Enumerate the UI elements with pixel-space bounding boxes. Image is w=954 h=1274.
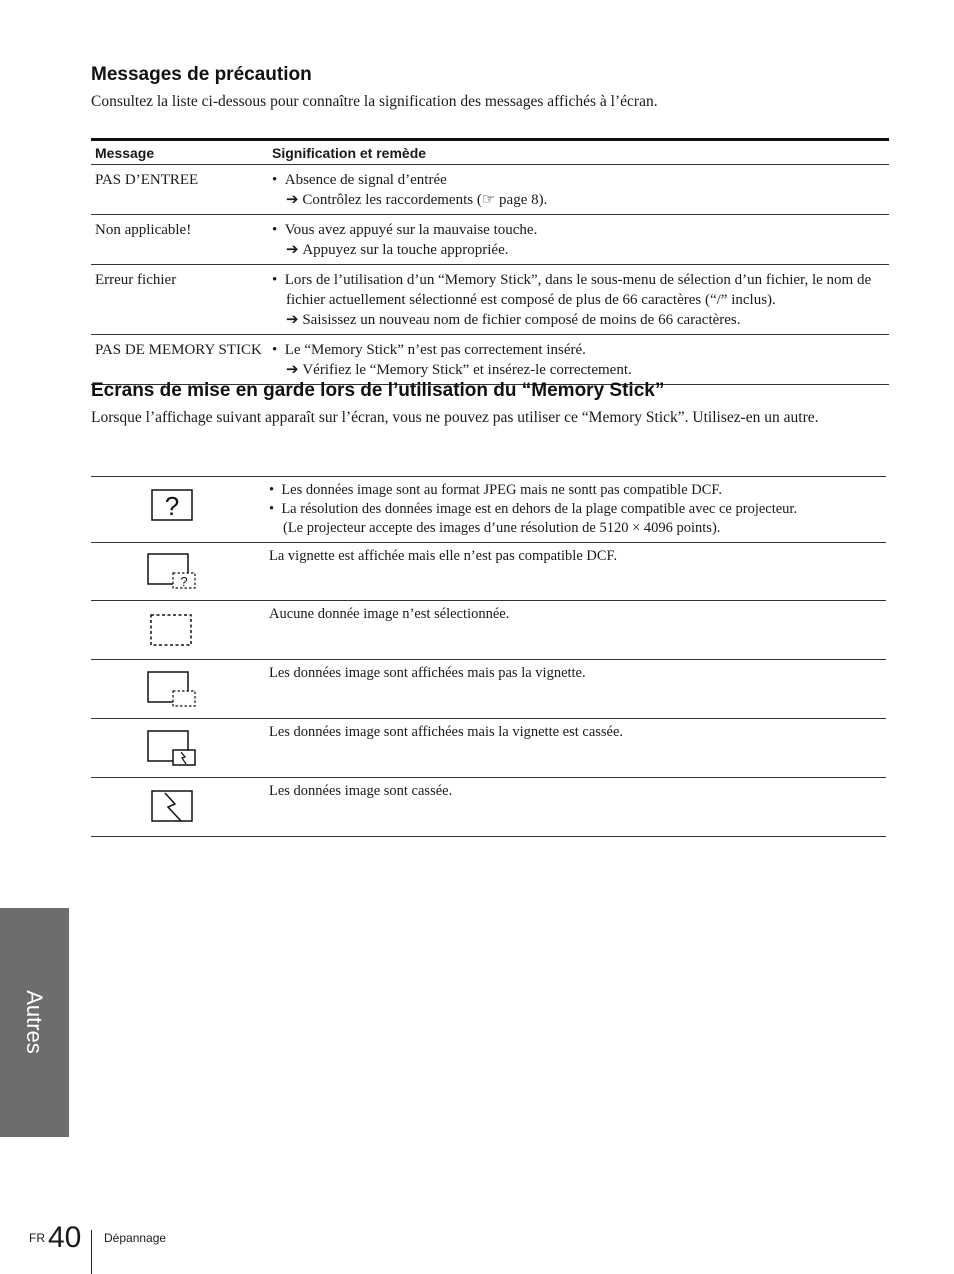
table-row [91,660,886,719]
meaning-bullet: • Vous avez appuyé sur la mauvaise touche. [272,222,538,238]
footer-lang: FR [29,1231,45,1245]
message-cell: Erreur fichier [91,265,268,335]
description-cell: Aucune donnée image n’est sélectionnée. [265,601,886,660]
description-note: (Le projecteur accepte des images d’une résolution de 5120 × 4096 points). [283,520,721,536]
remedy-line: ➔ Appuyez sur la touche appropriée. [286,242,509,258]
warning-screens-table [91,476,886,837]
description-bullet: • La résolution des données image est en dehors de la plage compatible avec ce projecteur. [269,501,798,517]
dashed-box-icon [149,613,195,647]
arrow-right-icon: ➔ [286,312,299,328]
meaning-bullet: • Le “Memory Stick” n’est pas correctement inséré. [272,342,586,358]
footer-section-name: Dépannage [104,1231,167,1245]
meaning-cell [268,265,889,335]
description-bullet: • Les données image sont au format JPEG mais ne sontt pas compatible DCF. [269,482,722,498]
section-title-precaution: Messages de précaution [91,64,312,85]
icon-cell [91,543,265,601]
meaning-bullet: • Lors de l’utilisation d’un “Memory Stick”, dans le sous-menu de sélection d’un fichier, le nom de fichier actuellement sélectionné est composé de plus de 66 caractères (“/” inclus). [272,272,872,308]
side-tab-label: Autres [22,990,47,1054]
remedy-line: ➔ Vérifiez le “Memory Stick” et insérez-le correctement. [286,362,632,378]
table-row [91,601,886,660]
broken-image-icon [151,790,195,824]
section-title-memory-stick: Ecrans de mise en garde lors de l’utilisation du “Memory Stick” [91,380,665,401]
arrow-right-icon: ➔ [286,242,299,258]
memory-stick-intro: Lorsque l’affichage suivant apparaît sur l’écran, vous ne pouvez pas utiliser ce “Memory Stick”. Utilisez-en un autre. [91,409,819,426]
icon-cell [91,660,265,719]
question-glyph-small: ? [180,574,188,589]
remedy-line: ➔ Contrôlez les raccordements (☞ page 8). [286,192,548,208]
icon-cell [91,719,265,778]
footer-divider [91,1230,92,1274]
message-cell: PAS D’ENTREE [91,165,268,215]
table-row [91,335,889,385]
message-cell: PAS DE MEMORY STICK [91,335,268,385]
arrow-right-icon: ➔ [286,362,299,378]
precaution-intro: Consultez la liste ci-dessous pour connaître la signification des messages affichés à l’écran. [91,93,658,110]
icon-cell [91,601,265,660]
meaning-cell [268,215,889,265]
arrow-right-icon: ➔ [286,192,299,208]
remedy-line: ➔ Saisissez un nouveau nom de fichier composé de moins de 66 caractères. [286,312,741,328]
meaning-cell [268,165,889,215]
description-cell: La vignette est affichée mais elle n’est pas compatible DCF. [265,543,886,601]
table-row [91,165,889,215]
page-number: 40 [48,1221,82,1254]
table-row [91,215,889,265]
question-box-icon [151,489,195,523]
table-row [91,778,886,837]
icon-cell [91,477,265,543]
meaning-cell [268,335,889,385]
table-header-row [91,140,889,165]
broken-thumbnail-icon [147,730,199,770]
message-cell: Non applicable! [91,215,268,265]
header-meaning: Signification et remède [268,140,889,165]
meaning-bullet: • Absence de signal d’entrée [272,172,447,188]
header-message: Message [91,140,268,165]
table-row [91,543,886,601]
table-row [91,265,889,335]
table-row [91,477,886,543]
table-row [91,719,886,778]
missing-thumbnail-icon [147,671,199,711]
description-cell [265,477,886,543]
description-cell: Les données image sont affichées mais la vignette est cassée. [265,719,886,778]
icon-cell [91,778,265,837]
message-table [91,138,889,385]
question-glyph: ? [164,491,180,521]
side-tab [0,908,69,1137]
thumbnail-question-icon [147,553,199,593]
description-cell: Les données image sont affichées mais pas la vignette. [265,660,886,719]
description-cell: Les données image sont cassée. [265,778,886,837]
